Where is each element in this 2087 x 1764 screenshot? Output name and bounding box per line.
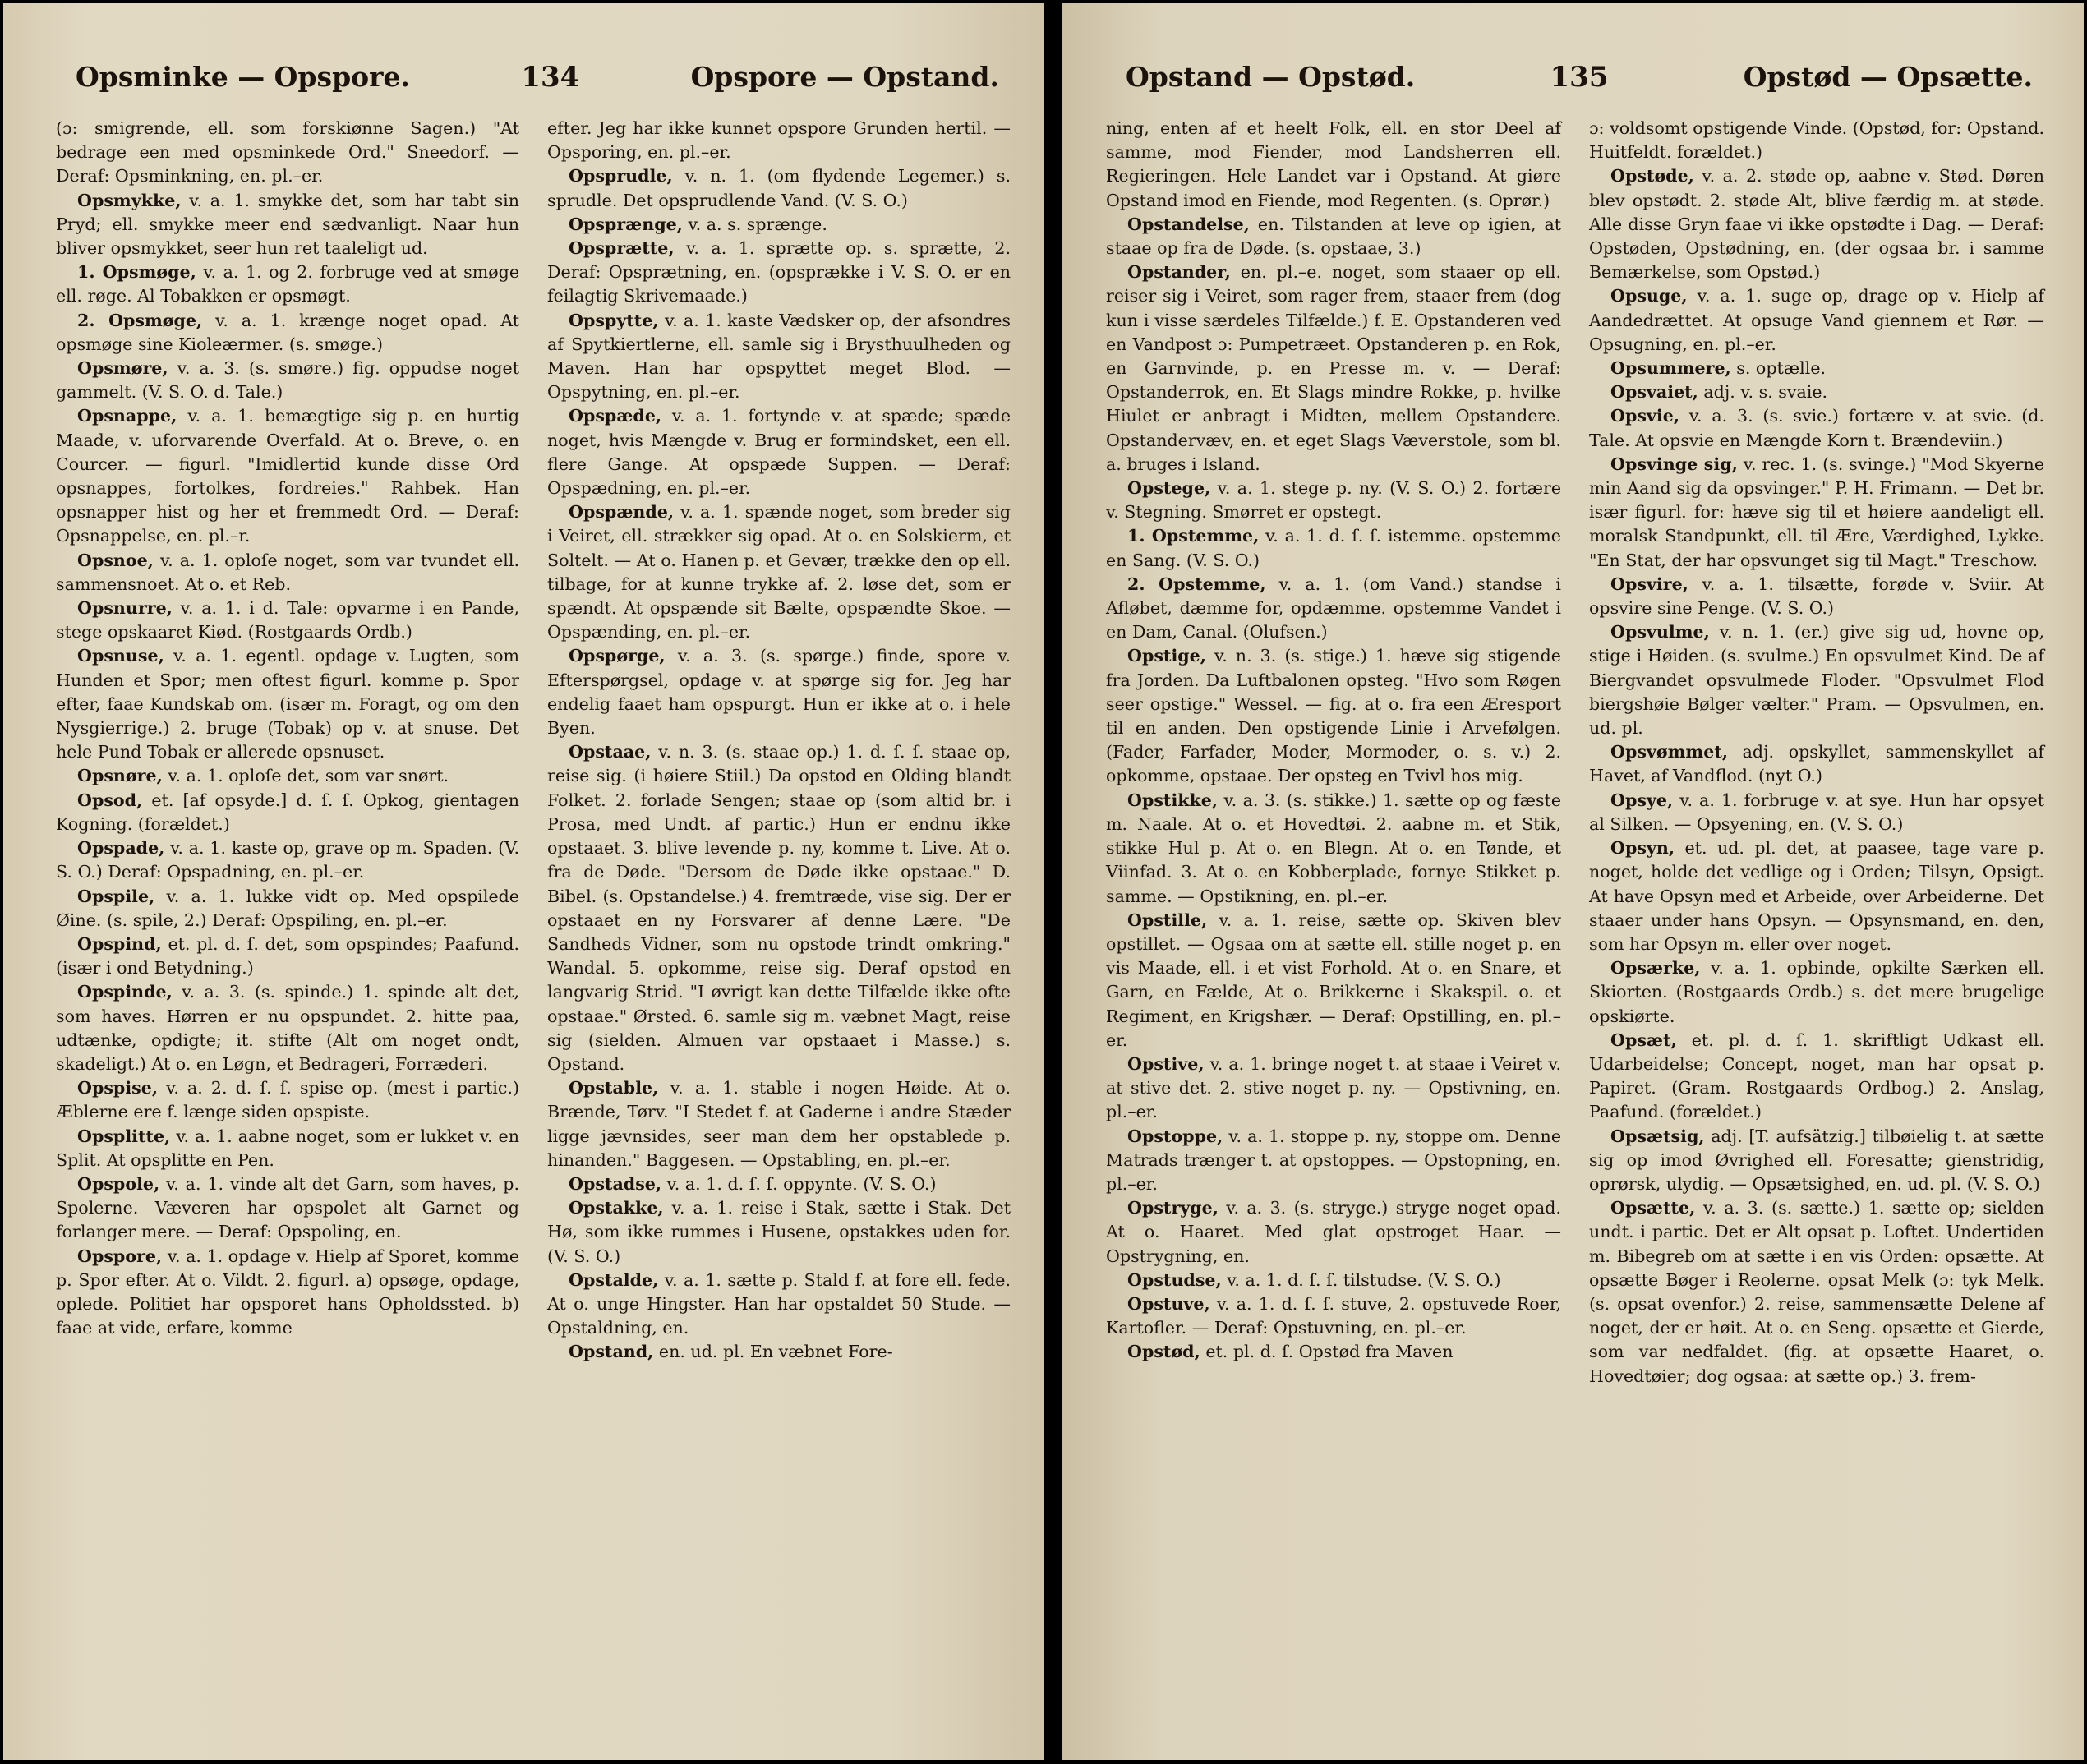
entry-text: et. pl. d. ſ. det, som opspindes; Paafund. (især i ond Betydning.) <box>56 933 520 979</box>
headword: Opstege, <box>1127 478 1211 499</box>
column <box>1589 117 2044 1389</box>
dictionary-entry <box>547 1076 1011 1172</box>
entry-text: ɔ: voldsomt opstigende Vinde. (Opstød, for: Opstand. Huitfeldt. forældet.) <box>1589 118 2044 163</box>
entry-text: v. a. 1. smykke det, som har tabt sin Pryd; ell. smykke meer end sædvanligt. Naar hun bliver opsmykket, seer hun ret taaleligt ud. <box>56 190 520 259</box>
headword: Opstive, <box>1127 1053 1205 1074</box>
dictionary-entry <box>1589 620 2044 740</box>
dictionary-entry <box>56 644 519 764</box>
dictionary-entry <box>1589 1125 2044 1197</box>
headword: Opsærke, <box>1610 958 1701 979</box>
dictionary-entry <box>1589 453 2044 573</box>
entry-text: v. a. 1. stable i nogen Høide. At o. Brænde, Tørv. "I Stedet f. at Gaderne i andre Stæder ligge jævnsides, seer man dem her opstablede p. hinanden." Baggesen. — Opstabling, en. pl.–er. <box>547 1078 1011 1170</box>
entry-text: v. a. 3. (s. spørge.) finde, spore v. Efterspørgsel, opdage v. at spørge sig for. Jeg har endelig faaet ham opspurgt. Hun er ikke at o. i hele Byen. <box>547 646 1011 739</box>
dictionary-entry <box>56 189 519 261</box>
entry-text: v. a. 1. fortynde v. at spæde; spæde noget, hvis Mængde v. Brug er formindsket, een ell. flere Gange. At opspæde Suppen. — Deraf: Opspædning, en. pl.–er. <box>547 406 1011 499</box>
headword: Opstandelse, <box>1127 214 1250 234</box>
headword: Opsvire, <box>1610 573 1688 594</box>
headword: Opsnuse, <box>77 646 164 666</box>
entry-text: v. a. 3. (s. sætte.) 1. sætte op; sielden undt. i partic. Det er Alt opsat p. Loftet. Undertiden m. Bibegreb om at sætte i en vis Orden: opsætte. At opsætte Bøger i Reolerne. opsat Melk (ɔ: tyk Melk. (s. opsat ovenfor.) 2. reise, sammensætte Delene af noget, der er høit. At o. en Seng. opsætte et Gierde, som var nedfaldet. (fig. at opsætte Haaret, o. Hovedtøier; dog ogsaa: at sætte op.) 3. frem- <box>1589 1198 2044 1386</box>
dictionary-entry <box>56 404 519 548</box>
dictionary-entry <box>1106 260 1561 477</box>
entry-text: (ɔ: smigrende, ell. som forskiønne Sagen.) "At bedrage een med opsminkede Ord." Sneedorf. — Deraf: Opsminkning, en. pl.–er. <box>56 118 519 187</box>
dictionary-entry <box>547 1269 1011 1341</box>
dictionary-entry <box>56 357 519 404</box>
entry-text: v. rec. 1. (s. svinge.) "Mod Skyerne min Aand sig da opsvinger." P. H. Frimann. — Det br. især figurl. for: hæve sig til et høiere aandeligt ell. moralsk Standpunkt, ell. til Ære, Værdighed, Lykke. "En Stat, der har opsvunget sig til Magt." Treschow. <box>1589 454 2045 570</box>
headword: Opsæt, <box>1610 1029 1677 1050</box>
headword: Opspænde, <box>569 502 675 523</box>
head-right-guide-last: Opstød — Opsætte. <box>1743 61 2033 93</box>
headword: Opsnøre, <box>77 766 163 786</box>
dictionary-entry <box>56 933 519 980</box>
headword: Opsyn, <box>1610 838 1675 859</box>
headword: Opspile, <box>77 886 155 906</box>
entry-text: v. n. 3. (s. stige.) 1. hæve sig stigende fra Jorden. Da Luftbalonen opsteg. "Hvo som Røgen seer opstige." Wessel. — fig. at o. fra een Æresport til en anden. Den opstigende Linie i Arvefølgen. (Fader, Farfader, Moder, Mormoder, o. s. v.) 2. opkomme, opstaae. Der opsteg en Tvivl hos mig. <box>1106 646 1561 786</box>
running-head-right <box>1106 61 2044 94</box>
headword: Opsprudle, <box>569 166 673 187</box>
entry-text: v. n. 1. (er.) give sig ud, hovne op, stige i Høiden. (s. svulme.) En opsvulmet Kind. De af Biergvandet opsvulmede Floder. "Opsvulmet Flod biergshøie Bølger vælter." Pram. — Opsvulmen, en. ud. pl. <box>1589 622 2044 739</box>
dictionary-entry <box>547 213 1011 237</box>
dictionary-entry <box>56 1125 519 1172</box>
headword: Opsprætte, <box>569 238 675 259</box>
entry-text: v. a. 1. spænde noget, som breder sig i Veiret, ell. strækker sig opad. At o. en Solskierm, et Soltelt. — At o. Hanen p. et Gevær, trække den op ell. tilbage, for at kunne trykke af. 2. løse det, som er spændt. At opspænde sit Bælte, opspændte Skoe. — Opspænding, en. pl.–er. <box>547 502 1011 643</box>
entry-text: v. a. 2. støde op, aabne v. Stød. Døren blev opstødt. 2. støde Alt, blive færdig m. at støde. Alle disse Gryn faae vi ikke opstødte i Dag. — Deraf: Opstøden, Opstødning, en. (der ogsaa br. i samme Bemærkelse, som Opstød.) <box>1589 166 2045 283</box>
headword: Opspytte, <box>569 310 659 330</box>
entry-text: v. a. 1. i d. Tale: opvarme i en Pande, stege opskaaret Kiød. (Rostgaards Ordb.) <box>56 598 520 643</box>
dictionary-entry <box>56 596 519 644</box>
dictionary-entry <box>1589 956 2044 1029</box>
right-page <box>1062 3 2084 1760</box>
headword: Opspise, <box>77 1078 159 1098</box>
entry-text: v. a. 1. suge op, drage op v. Hielp af Aandedrættet. At opsuge Vand giennem et Rør. — Opsugning, en. pl.–er. <box>1589 286 2045 354</box>
dictionary-entry <box>1589 836 2044 956</box>
dictionary-entry <box>1589 573 2044 620</box>
headword: Opsmykke, <box>77 190 182 210</box>
dictionary-entry <box>56 789 519 836</box>
headword: Opspade, <box>77 838 165 859</box>
page-number-left: 134 <box>521 61 580 94</box>
entry-text: v. a. 1. kaste op, grave op m. Spaden. (V. S. O.) Deraf: Opspadning, en. pl.–er. <box>56 838 520 882</box>
headword: Opstikke, <box>1127 790 1219 810</box>
entry-text: v. a. 3. (s. spinde.) 1. spinde alt det, som haves. Hørren er nu opspundet. 2. hitte paa, udtænke, opdigte; it. stifte (Alt om noget ondt, skadeligt.) At o. en Løgn, et Bedrageri, Forræderi. <box>56 982 519 1074</box>
dictionary-entry <box>56 1076 519 1124</box>
dictionary-entry <box>1589 284 2044 357</box>
dictionary-entry <box>56 260 519 308</box>
entry-text: v. a. 1. stoppe p. ny, stoppe om. Denne Matrads trænger t. at opstoppes. — Opstopning, en. pl.–er. <box>1106 1126 1562 1194</box>
entry-text: ning, enten af et heelt Folk, ell. en stor Deel af samme, mod Fiender, mod Landsherren ell. Regieringen. Hele Landet var i Opstand. At giøre Opstand imod en Fiende, mod Regenten. (s. Oprør.) <box>1106 118 1561 210</box>
entry-text: v. a. 1. reise i Stak, sætte i Stak. Det Hø, som ikke rummes i Husene, opstakkes uden for. (V. S. O.) <box>547 1198 1011 1266</box>
entry-text: v. a. 1. krænge noget opad. At opsmøge sine Kioleærmer. (s. smøge.) <box>56 310 520 354</box>
headword: 1. Opsmøge, <box>77 262 196 283</box>
headword: Opstille, <box>1127 910 1208 930</box>
headword: Opspind, <box>77 933 162 954</box>
headword: Opsnurre, <box>77 598 173 619</box>
entry-text: en. pl.–e. noget, som staaer op ell. reiser sig i Veiret, som rager frem, staaer frem (dog kun i visse særdeles Tilfælde.) f. E. Opstanderen ved en Vandpost ɔ: Pumpetræet. Opstanderen p. en Rok, en Garnvinde, p. en Presse m. v. — Deraf: Opstanderrok, en. Et Slags mindre Rokke, p. hvilke Hiulet er anbragt i Midten, mellem Opstandere. Opstandervæv, en. et eget Slags Væverstole, som bl. a. bruges i Island. <box>1106 262 1562 474</box>
headword: Opspæde, <box>569 406 662 426</box>
headword: Opsvinge sig, <box>1610 454 1738 474</box>
dictionary-entry <box>1589 1029 2044 1125</box>
dictionary-entry <box>1589 740 2044 788</box>
dictionary-entry <box>1106 573 1561 645</box>
dictionary-entry <box>56 885 519 933</box>
dictionary-entry <box>1106 1340 1561 1364</box>
entry-text: v. a. 1. sprætte op. s. sprætte, 2. Deraf: Opsprætning, en. (opsprække i V. S. O. er en feilagtig Skrivemaade.) <box>547 238 1011 306</box>
dictionary-entry <box>1106 1196 1561 1269</box>
entry-text: et. pl. d. ſ. Opstød fra Maven <box>1205 1342 1454 1362</box>
entry-text: v. a. 3. (s. svie.) fortære v. at svie. (d. Tale. At opsvie en Mængde Korn t. Brændeviin.) <box>1589 406 2045 450</box>
entry-text: et. pl. d. ſ. 1. skriftligt Udkast ell. Udarbeidelse; Concept, noget, man har opsat p. Papiret. (Gram. Rostgaards Ordbog.) 2. Anslag, Paafund. (forældet.) <box>1589 1029 2044 1122</box>
left-page-columns <box>56 117 1011 1365</box>
entry-text: v. a. s. sprænge. <box>688 214 827 234</box>
dictionary-entry <box>547 740 1011 1076</box>
dictionary-entry <box>1589 380 2044 404</box>
headword: Opsvaiet, <box>1610 382 1698 403</box>
dictionary-entry <box>1106 644 1561 788</box>
dictionary-entry <box>1589 164 2044 284</box>
entry-text: v. a. 1. bemægtige sig p. en hurtig Maade, v. uforvarende Overfald. At o. Breve, o. en Courcer. — figurl. "Imidlertid kunde disse Ord opsnappes, fortolkes, fordreies." Rahbek. Han opsnapper hist og her et fremmedt Ord. — Deraf: Opsnappelse, en. pl.–r. <box>56 406 519 546</box>
entry-text: en. ud. pl. En væbnet Fore- <box>658 1342 893 1362</box>
entry-text: adj. [T. aufsätzig.] tilbøielig t. at sætte sig op imod Øvrighed ell. Foresatte; gienstridig, oprørsk, ulydig. — Opsætsighed, en. ud. pl. (V. S. O.) <box>1589 1126 2044 1194</box>
entry-text: v. a. 1. tilsætte, forøde v. Sviir. At opsvire sine Penge. (V. S. O.) <box>1589 573 2045 619</box>
dictionary-entry <box>1106 213 1561 260</box>
entry-text: v. a. 1. (om Vand.) standse i Afløbet, dæmme for, opdæmme. opstemme Vandet i en Dam, Canal. (Olufsen.) <box>1106 573 1561 643</box>
dictionary-entry <box>547 237 1011 309</box>
dictionary-entry <box>547 500 1011 644</box>
dictionary-entry <box>1106 477 1561 524</box>
entry-text: v. a. 1. vinde alt det Garn, som haves, p. Spolerne. Væveren har opspolet alt Garnet og forlanger mere. — Deraf: Opspoling, en. <box>56 1173 519 1242</box>
entry-text: en. Tilstanden at leve op igien, at staae op fra de Døde. (s. opstaae, 3.) <box>1106 214 1562 259</box>
dictionary-entry <box>1589 789 2044 836</box>
headword: Opspinde, <box>77 982 173 1002</box>
dictionary-entry <box>1106 1292 1561 1340</box>
entry-text: adj. v. s. svaie. <box>1703 382 1828 403</box>
headword: Opsvulme, <box>1610 622 1710 643</box>
entry-text: v. n. 1. (om flydende Legemer.) s. sprudle. Det opsprudlende Vand. (V. S. O.) <box>547 166 1011 210</box>
headword: Opsvie, <box>1610 406 1679 426</box>
entry-text: v. a. 1. kaste Vædsker op, der afsondres af Spytkiertlerne, ell. samle sig i Brysthuulheden og Maven. Han har opspyttet meget Blod. — Opspytning, en. pl.–er. <box>547 310 1011 403</box>
headword: Opsprænge, <box>569 214 683 234</box>
headword: Opstudse, <box>1127 1269 1222 1290</box>
entry-text: v. a. 1. forbruge v. at sye. Hun har opsyet al Silken. — Opsyening, en. (V. S. O.) <box>1589 790 2044 834</box>
headword: Opsætte, <box>1610 1198 1696 1218</box>
entry-text: adj. opskyllet, sammenskyllet af Havet, af Vandflod. (nyt O.) <box>1589 742 2045 786</box>
head-left-guide-first: Opsminke — Opspore. <box>76 61 411 93</box>
dictionary-entry <box>1106 1269 1561 1292</box>
dictionary-entry <box>1106 789 1561 909</box>
left-page <box>3 3 1044 1760</box>
dictionary-entry <box>547 1340 1011 1364</box>
entry-text: v. a. 2. d. ſ. ſ. spise op. (mest i partic.) Æblerne ere f. længe siden opspiste. <box>56 1078 519 1122</box>
dictionary-entry <box>1106 909 1561 1052</box>
headword: 2. Opsmøge, <box>77 310 203 330</box>
head-left-guide-last: Opspore — Opstand. <box>690 61 999 93</box>
dictionary-entry <box>56 309 519 357</box>
headword: Opstakke, <box>569 1198 664 1218</box>
headword: Opsnoe, <box>77 550 154 570</box>
page-number-right: 135 <box>1550 61 1609 94</box>
column <box>1106 117 1561 1389</box>
headword: Opstuve, <box>1127 1293 1210 1314</box>
entry-text: v. a. 1. oploſe noget, som var tvundet ell. sammensnoet. At o. et Reb. <box>56 550 519 594</box>
headword: Opsætsig, <box>1610 1126 1705 1146</box>
dictionary-entry <box>56 980 519 1076</box>
entry-text: v. a. 1. oploſe det, som var snørt. <box>168 766 449 786</box>
entry-text: v. a. 1. d. ſ. ſ. oppynte. (V. S. O.) <box>666 1173 937 1194</box>
headword: Opsvømmet, <box>1610 742 1728 762</box>
headword: Opstød, <box>1127 1342 1200 1362</box>
entry-continuation <box>1106 117 1561 213</box>
entry-text: v. a. 1. lukke vidt op. Med opspilede Øine. (s. spile, 2.) Deraf: Opspiling, en. pl.–er. <box>56 886 519 930</box>
entry-text: et. ud. pl. det, at paasee, tage vare p. noget, holde det vedlige og i Orden; Tilsyn, Opsigt. At have Opsyn med et Arbeide, over Arbeiderne. Det staaer under hans Opsyn. — Opsynsmand, en. den, som har Opsyn m. eller over noget. <box>1589 838 2044 954</box>
entry-text: v. a. 1. egentl. opdage v. Lugten, som Hunden et Spor; men oftest figurl. komme p. Spor efter, faae Kundskab om. (især m. Foragt, og om den Nysgierrige.) 2. bruge (Tobak) op v. at snuse. Det hele Pund Tobak er allerede opsnuset. <box>56 646 519 762</box>
headword: Opstander, <box>1127 262 1231 283</box>
dictionary-entry <box>547 644 1011 740</box>
dictionary-entry <box>56 1245 519 1341</box>
dictionary-entry <box>56 1172 519 1245</box>
entry-text: v. a. 1. d. ſ. ſ. tilstudse. (V. S. O.) <box>1227 1269 1501 1290</box>
headword: Opspørge, <box>569 646 666 666</box>
dictionary-entry <box>1106 1052 1561 1125</box>
headword: Opstable, <box>569 1078 659 1098</box>
dictionary-entry <box>547 164 1011 212</box>
headword: Opstalde, <box>569 1269 659 1290</box>
entry-text: v. a. 1. d. ſ. ſ. istemme. opstemme en Sang. (V. S. O.) <box>1106 526 1561 570</box>
entry-continuation <box>547 117 1011 164</box>
headword: Opstoppe, <box>1127 1126 1223 1146</box>
dictionary-entry <box>56 549 519 596</box>
entry-continuation <box>56 117 519 189</box>
running-head-left <box>56 61 1011 94</box>
dictionary-entry <box>547 309 1011 405</box>
entry-text: v. a. 1. sætte p. Stald f. at fore ell. fede. At o. unge Hingster. Han har opstaldet 50 Stude. — Opstaldning, en. <box>547 1269 1011 1338</box>
entry-text: v. a. 3. (s. smøre.) fig. oppudse noget gammelt. (V. S. O. d. Tale.) <box>56 358 520 403</box>
column <box>56 117 519 1365</box>
dictionary-entry <box>1106 1125 1561 1197</box>
entry-text: et. [af opsyde.] d. ſ. ſ. Opkog, gientagen Kogning. (forældet.) <box>56 790 519 834</box>
headword: Opspole, <box>77 1173 160 1194</box>
dictionary-entry <box>1589 404 2044 452</box>
entry-text: s. optælle. <box>1736 358 1827 379</box>
headword: Opsplitte, <box>77 1126 171 1146</box>
dictionary-entry <box>547 404 1011 500</box>
headword: 2. Opstemme, <box>1127 573 1266 594</box>
dictionary-entry <box>56 764 519 788</box>
dictionary-entry <box>547 1196 1011 1269</box>
entry-text: v. n. 3. (s. staae op.) 1. d. ſ. ſ. staae op, reise sig. (i høiere Stiil.) Da opstod en Olding blandt Folket. 2. forlade Sengen; staae op (som altid br. i Prosa, med Undt. af partic.) Hun er endnu ikke opstaaet. 3. blive levende p. ny, komme t. Live. At o. fra de Døde. "Dersom de Døde ikke opstaae." D. Bibel. (s. Opstandelse.) 4. fremtræde, vise sig. Der er opstaaet en ny Forsvarer af denne Lære. "De Sandheds Vidner, som nu opstode trindt omkring." Wandal. 5. opkomme, reise sig. Deraf opstod en langvarig Strid. "I øvrigt kan dette Tilfælde ikke ofte opstaae." Ørsted. 6. samle sig m. væbnet Magt, reise sig (sielden. Almuen var opstaaet i Masse.) s. Opstand. <box>547 742 1011 1074</box>
right-page-columns <box>1106 117 2044 1389</box>
headword: Opspore, <box>77 1246 163 1266</box>
entry-text: v. a. 1. opbinde, opkilte Særken ell. Skiorten. (Rostgaards Ordb.) s. det mere brugelige opskiørte. <box>1589 958 2044 1026</box>
headword: Opstøde, <box>1610 166 1694 187</box>
headword: Opstryge, <box>1127 1198 1219 1218</box>
entry-text: v. a. 1. aabne noget, som er lukket v. en Split. At opsplitte en Pen. <box>56 1126 520 1170</box>
headword: Opstaae, <box>569 742 652 762</box>
headword: Opsuge, <box>1610 286 1688 306</box>
dictionary-entry <box>1589 1196 2044 1389</box>
entry-text: v. a. 1. d. ſ. ſ. stuve, 2. opstuvede Roer, Kartofler. — Deraf: Opstuvning, en. pl.–er. <box>1106 1293 1561 1338</box>
entry-text: v. a. 1. reise, sætte op. Skiven blev opstillet. — Ogsaa om at sætte ell. stille noget p. en vis Maade, ell. i et vist Forhold. At o. en Snare, et Garn, en Fælde, At o. Brikkerne i Skakspil. o. et Regiment, en Krigshær. — Deraf: Opstilling, en. pl.–er. <box>1106 910 1562 1050</box>
headword: Opsmøre, <box>77 358 168 379</box>
headword: Opstige, <box>1127 646 1206 666</box>
headword: Opsummere, <box>1610 358 1731 379</box>
entry-continuation <box>1589 117 2044 164</box>
dictionary-entry <box>56 836 519 884</box>
entry-text: v. a. 1. bringe noget t. at staae i Veiret v. at stive det. 2. stive noget p. ny. — Opstivning, en. pl.–er. <box>1106 1053 1562 1122</box>
dictionary-entry <box>1106 524 1561 572</box>
entry-text: v. a. 3. (s. stikke.) 1. sætte op og fæste m. Naale. At o. et Hovedtøi. 2. aabne m. et Stik, stikke Hul p. At o. en Blegn. At o. en Tønde, et Viinfad. 3. At o. en Kobberplade, fornye Stikket p. samme. — Opstikning, en. pl.–er. <box>1106 790 1562 906</box>
entry-text: efter. Jeg har ikke kunnet opspore Grunden hertil. — Opsporing, en. pl.–er. <box>547 118 1011 163</box>
headword: Opsod, <box>77 790 143 810</box>
dictionary-entry <box>547 1172 1011 1196</box>
headword: Opstadse, <box>569 1173 662 1194</box>
head-right-guide-first: Opstand — Opstød. <box>1126 61 1416 93</box>
entry-text: v. a. 1. stege p. ny. (V. S. O.) 2. fortære v. Stegning. Smørret er opstegt. <box>1106 478 1562 523</box>
headword: Opsnappe, <box>77 406 177 426</box>
entry-text: v. a. 1. og 2. forbruge ved at smøge ell. røge. Al Tobakken er opsmøgt. <box>56 262 519 306</box>
headword: 1. Opstemme, <box>1127 526 1260 546</box>
headword: Opstand, <box>569 1342 654 1362</box>
headword: Opsye, <box>1610 790 1674 810</box>
column <box>547 117 1011 1365</box>
entry-text: v. a. 1. opdage v. Hielp af Sporet, komme p. Spor efter. At o. Vildt. 2. figurl. a) opsøge, opdage, oplede. Politiet har opsporet hans Opholdssted. b) faae at vide, erfare, komme <box>56 1246 520 1338</box>
dictionary-entry <box>1589 357 2044 380</box>
entry-text: v. a. 3. (s. stryge.) stryge noget opad. At o. Haaret. Med glat opstroget Haar. — Opstrygning, en. <box>1106 1198 1561 1266</box>
